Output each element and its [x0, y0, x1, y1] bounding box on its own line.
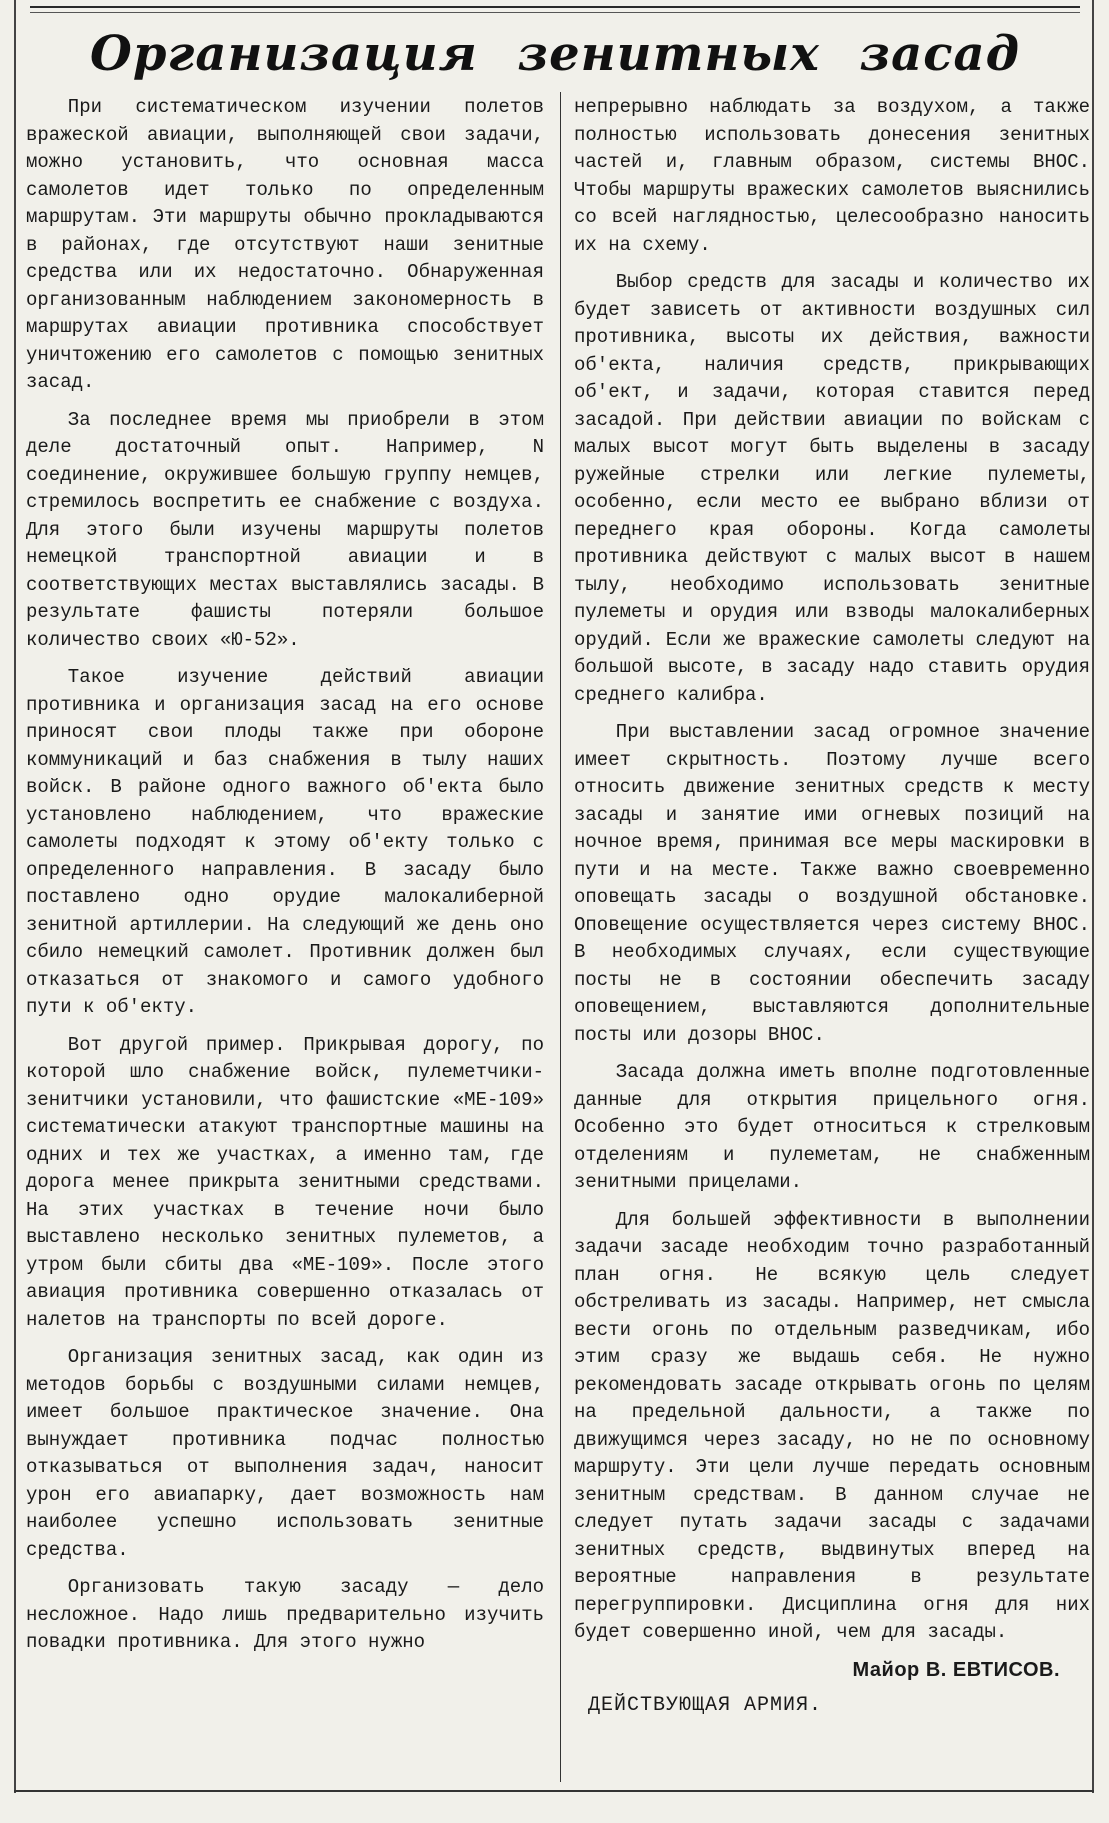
top-rule-thin — [30, 12, 1080, 13]
paragraph: Организовать такую засаду — дело несложное. Надо лишь предварительно изучить повадки противника. Для этого нужно — [26, 1576, 544, 1653]
paragraph: Засада должна иметь вполне подготовленные данные для открытия прицельного огня. Особенно это будет относиться к стрелковым отделениям и пулеметам, не снабженным зенитными прицелами. — [574, 1061, 1090, 1193]
paragraph: При систематическом изучении полетов вражеской авиации, выполняющей свои задачи, можно установить, что основная масса самолетов идет только по определенным маршрутам. Эти маршруты обычно прокладываются в районах, где отсутствуют наши зенитные средства или их недостаточно. Обнаруженная организованным наблюдением закономерность в маршрутах авиации противника способствует уничтожению его самолетов с помощью зенитных засад. — [26, 96, 544, 393]
dateline: ДЕЙСТВУЮЩАЯ АРМИЯ. — [588, 1694, 823, 1717]
bottom-rule — [14, 1790, 1094, 1792]
paragraph: Организация зенитных засад, как один из методов борьбы с воздушными силами немцев, имеет большое практическое значение. Она вынуждает противника подчас полностью отказываться от выполнения задач, наносит урон его авиапарку, дает возможность нам наиболее успешно использовать зенитные средства. — [26, 1346, 544, 1561]
paragraph-continued: непрерывно наблюдать за воздухом, а также полностью использовать донесения зенитных частей и, главным образом, системы ВНОС. Чтобы маршруты вражеских самолетов выяснились со всей наглядностью, целесообразно наносить их на схему. — [574, 96, 1090, 256]
left-border-rule — [14, 0, 16, 1793]
paragraph: Вот другой пример. Прикрывая дорогу, по которой шло снабжение войск, пулеметчики-зенитчики установили, что фашистские «МЕ-109» систематически атакуют транспортные машины на одних и тех же участках, а именно там, где дорога менее прикрыта зенитными средствами. На этих участках в течение ночи было выставлено несколько зенитных пулеметов, а утром были сбиты два «МЕ-109». После этого авиация противника совершенно отказалась от налетов на транспорты по всей дороге. — [26, 1033, 544, 1331]
article-column-right — [574, 94, 1090, 1720]
column-divider — [560, 92, 561, 1782]
article-headline: Организация зенитных засад — [90, 26, 1020, 82]
paragraph: За последнее время мы приобрели в этом деле достаточный опыт. Например, N соединение, окружившее большую группу немцев, стремилось воспретить ее снабжение с воздуха. Для этого были изучены маршруты полетов немецкой транспортной авиации и в соответствующих местах выставлялись засады. В результате фашисты потеряли большое количество своих «Ю-52». — [26, 408, 544, 651]
right-border-rule — [1092, 0, 1094, 1793]
paragraph: При выставлении засад огромное значение имеет скрытность. Поэтому лучше всего относить движение зенитных средств к месту засады и занятие ими огневых позиций на ночное время, принимая все меры маскировки в пути и на месте. Также важно своевременно оповещать засады о воздушной обстановке. Оповещение осуществляется через систему ВНОС. В необходимых случаях, если существующие посты не в состоянии обеспечить засаду оповещением, выставляются дополнительные посты или дозоры ВНОС. — [574, 721, 1090, 1046]
paragraph: Такое изучение действий авиации противника и организация засад на его основе приносят свои плоды также при обороне коммуникаций и баз снабжения в тылу наших войск. В районе одного важного об'екта было установлено наблюдением, что вражеские самолеты подходят к этому об'екту только с определенного направления. В засаду было поставлено одно орудие малокалиберной зенитной артиллерии. На следующий же день оно сбило немецкий самолет. Противник должен был отказаться от знакомого и самого удобного пути к об'екту. — [26, 666, 544, 1018]
paragraph: Для большей эффективности в выполнении задачи засаде необходим точно разработанный план огня. Не всякую цель следует обстреливать из засады. Например, нет смысла вести огонь по отдельным разведчикам, ибо этим сразу же выдашь себя. Не нужно рекомендовать засаде открывать огонь по целям на предельной дальности, а также по движущимся через засаду, но не по основному маршруту. Эти цели лучше передать основным зенитным средствам. В данном случае не следует путать задачи засады с задачами зенитных средств, выдвинутых вперед на вероятные направления в результате перегруппировки. Дисциплина огня для них будет совершенно иной, чем для засады. — [574, 1208, 1090, 1643]
paragraph: Выбор средств для засады и количество их будет зависеть от активности воздушных сил противника, высоты их действия, важности об'екта, наличия средств, прикрывающих об'ект, и задачи, которая ставится перед засадой. При действии авиации по войскам с малых высот могут быть выделены в засаду ружейные стрелки или легкие пулеметы, особенно, если место ее выбрано вблизи от переднего края обороны. Когда самолеты противника действуют с малых высот в нашем тылу, необходимо использовать зенитные пулеметы и орудия или взводы малокалиберных орудий. Если же вражеские самолеты следуют на большой высоте, в засаду надо ставить орудия среднего калибра. — [574, 271, 1090, 706]
article-column-left — [26, 94, 544, 1667]
author-signature: Майор В. ЕВТИСОВ. — [852, 1658, 1060, 1681]
top-rule — [30, 6, 1080, 8]
